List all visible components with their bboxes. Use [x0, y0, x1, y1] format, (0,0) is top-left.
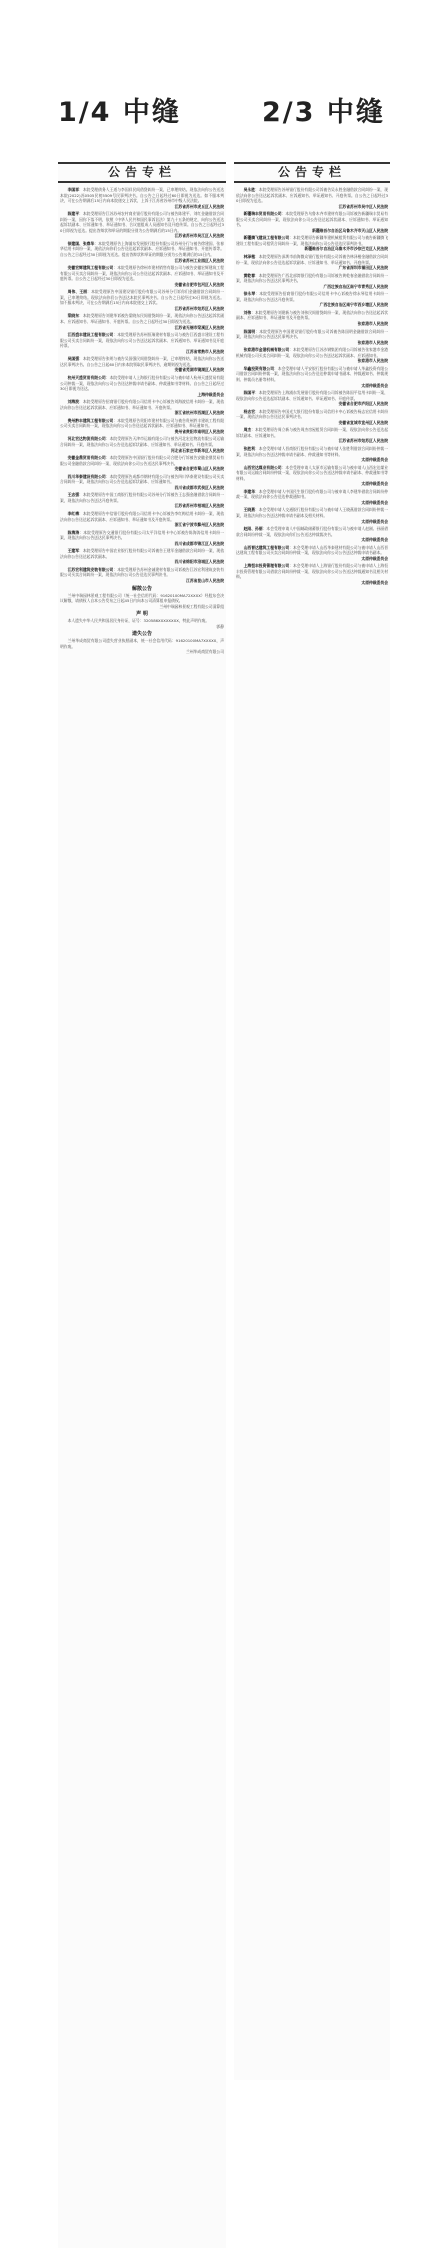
notice-issuer: 太原仲裁委员会 [361, 518, 388, 524]
notice-item [236, 366, 388, 388]
notice-list-left [58, 187, 226, 655]
notice-body [236, 310, 388, 321]
special-notice-sign: 兰州华成商贸有限公司 [186, 649, 224, 655]
notice-item [236, 446, 388, 463]
notice-issuer: 安徽省合肥市蜀山区人民法院 [174, 466, 224, 472]
notice-issuer: 江苏省苏州市吴江区人民法院 [174, 233, 224, 239]
notice-body [60, 187, 224, 204]
notice-issuer: 广东省深圳市福田区人民法院 [338, 265, 388, 271]
notice-body [60, 418, 224, 429]
notice-issuer: 江苏省苏州市姑苏区人民法院 [338, 438, 388, 444]
notice-body [60, 548, 224, 559]
notice-body [236, 465, 388, 482]
notice-text: ：本院受理原告乌鲁木齐市建材有限公司诉被告新疆瑞丰贸易有限公司买卖合同纠纷一案，现依法向你公司公告送达起诉状副本、应诉通知书、举证通知书。 [236, 211, 389, 228]
notice-issuer: 太原仲裁委员会 [361, 580, 388, 585]
notice-party: 周杰 [243, 427, 252, 433]
notice-item [60, 313, 224, 330]
notice-body [236, 291, 388, 302]
notice-item [236, 563, 388, 585]
notice-issuer: 江苏省苏州市吴中区人民法院 [338, 203, 388, 209]
notice-item [236, 545, 388, 562]
notice-body [60, 492, 224, 503]
notice-issuer: 四川省绵阳市涪城区人民法院 [174, 559, 224, 565]
notice-item [60, 265, 224, 287]
notice-party: 王建军 [67, 548, 80, 554]
notice-party: 华鑫投资有限公司 [243, 365, 274, 371]
notice-text: ：本院受理原告成都市钢材有限公司与被告四川华泰建设有限公司买卖合同纠纷一案，现依法向你公司公告送达起诉状副本、应诉通知书。 [60, 473, 225, 485]
notice-party: 江苏宏利建筑安装有限公司 [67, 566, 114, 572]
notice-item [236, 465, 388, 487]
notice-text: ：本院受理原告中国农业银行股份有限公司诉被告王建军金融借款合同纠纷一案，现依法向你公告送达起诉状副本。 [60, 548, 225, 559]
notice-text: ：本院受理原告新疆华建机械租赁有限公司与被告新疆腾飞建设工程有限公司租赁合同纠纷一案，现依法向你公司公告送达民事判决书。 [236, 235, 389, 246]
notice-item [60, 211, 224, 239]
notice-party: 吴永胜 [243, 187, 255, 192]
notice-issuer: 太原仲裁委员会 [361, 499, 388, 505]
notice-body [236, 211, 388, 228]
notice-issuer: 江苏省常熟市人民法院 [186, 348, 224, 354]
notice-body [60, 474, 224, 485]
notice-body [60, 241, 224, 258]
notice-issuer: 广西壮族自治区南宁市青秀区人民法院 [323, 283, 388, 289]
notice-text: ：本院受理申请人上海银行股份有限公司与被申请人杭州天盛贸易有限公司仲裁一案，现依法向你公司公告送达仲裁申请书副本、仲裁通知书等材料。自公告之日起经过30日即视为送达。 [60, 374, 225, 392]
notice-party: 陈建平 [67, 211, 80, 217]
notice-body [236, 366, 388, 383]
notice-issuer: 江苏省苏州市姑苏区人民法院 [174, 305, 224, 311]
notice-party: 张家港市金港机械有限公司 [243, 347, 290, 353]
notice-item [236, 254, 388, 271]
notice-item [60, 356, 224, 373]
notice-issuer: 浙江省杭州市西湖区人民法院 [174, 410, 224, 416]
notice-item [236, 235, 388, 252]
notice-issuer: 张家港市人民法院 [357, 339, 388, 345]
notice-item [236, 347, 388, 364]
column-header-right: 公告专栏 [234, 162, 390, 183]
notice-text: ：本院受理原告中国工商银行股份有限公司苏州分行诉被告王志强金融借款合同纠纷一案，现依法向你公告送达开庭传票。 [60, 492, 225, 503]
notice-body [236, 235, 388, 246]
notice-party: 黄乾春 [243, 272, 255, 278]
notice-party: 安徽宏辉建筑工程有限公司 [67, 265, 114, 271]
notice-party: 杨志宏 [243, 408, 255, 414]
notice-item [236, 526, 388, 543]
notice-issuer: 上海仲裁委员会 [197, 391, 224, 397]
notice-body [60, 567, 224, 578]
notice-body [236, 563, 388, 580]
notice-text: ：本院受理原告贵阳市建材有限公司与被告贵州黔丰建筑工程有限公司买卖合同纠纷一案，现依法向你公司公告送达起诉状副本、应诉通知书、举证通知书。 [60, 417, 225, 429]
notice-issuer: 四川省成都市武侯区人民法院 [174, 484, 224, 490]
notice-text: ：本会受理申请人山西华泰建材有限公司与被申请人山西晋达建筑工程有限公司买卖合同纠纷仲裁一案，现依法向你公司公告送达仲裁申请书副本。 [236, 544, 389, 556]
special-notice [60, 631, 224, 655]
notice-body [60, 511, 224, 522]
notice-item [236, 427, 388, 444]
notice-item [236, 409, 388, 426]
notice-party: 陈国明 [243, 328, 256, 334]
notice-text: ：本会受理申请人太原市运输有限公司与被申请人山西宏达煤业有限公司运输合同纠纷仲裁一案，现依法向你公司公告送达仲裁申请书副本、仲裁通知书等材料。 [236, 464, 389, 481]
notice-party: 梁晓东 [67, 313, 80, 319]
notice-party: 四川华泰建设有限公司 [67, 473, 106, 479]
notice-text: ：本院受理原告苏州金诚建材有限公司诉被告江苏宏利建筑安装有限公司买卖合同纠纷一案，现依法向你公司公告送达民事判决书。 [60, 566, 225, 578]
notice-item [60, 375, 224, 397]
notice-party: 江西盛丰建设工程有限公司 [67, 332, 114, 338]
notice-item [60, 511, 224, 528]
special-notice-title: 声 明 [136, 611, 148, 618]
special-notice-title: 解散公告 [131, 585, 152, 592]
notice-text: ：本院受理原告深圳市前海微众银行股份有限公司诉被告林泽楷金融借款合同纠纷一案，现依法向你公告送达起诉状副本、应诉通知书、举证通知书、开庭传票。 [236, 254, 389, 265]
notice-party: 徐建国、张春华 [67, 240, 95, 246]
notice-issuer: 江苏省昆山市人民法院 [186, 578, 224, 583]
notice-party: 上海恒丰投资管理有限公司 [243, 563, 290, 569]
notice-item [236, 187, 388, 209]
notice-body [236, 187, 388, 204]
notice-item [60, 289, 224, 311]
notice-issuer: 新疆维吾尔自治区乌鲁木齐市沙依巴克区人民法院 [304, 246, 388, 252]
notice-text: ：本会受理申请人中国邮政储蓄银行股份有限公司与被申请人赵刚、孙丽借款合同纠纷仲裁一案，现依法向你们公告送达仲裁裁决书。 [236, 526, 389, 537]
notice-party: 河北宏达物流有限公司 [67, 436, 106, 442]
notice-party: 新疆瑞丰贸易有限公司 [243, 211, 282, 217]
notice-body [236, 489, 388, 500]
notice-column-right [234, 162, 390, 2080]
notice-item [60, 187, 224, 209]
special-notice-title: 遗失公告 [131, 631, 152, 638]
special-notice-sign: 郭静 [216, 623, 224, 629]
notice-party: 张胜利 [243, 445, 255, 451]
notice-item [236, 390, 388, 407]
notice-text: ：本院受理原告刘建新与被告刘伟民间借贷纠纷一案，现依法向你公告送达起诉状副本、应诉通知书、举证通知书及开庭传票。 [236, 309, 389, 321]
notice-body [236, 446, 388, 457]
notice-item [236, 310, 388, 327]
notice-item [60, 492, 224, 509]
notice-issuer: 张家港市人民法院 [357, 358, 388, 364]
notice-body [60, 313, 224, 324]
notice-party: 安徽金鼎贸易有限公司 [67, 455, 106, 461]
notice-issuer: 安徽省合肥市包河区人民法院 [174, 281, 224, 287]
notice-item [60, 399, 224, 416]
notice-party: 陈海涛 [67, 529, 80, 535]
notice-body [236, 254, 388, 265]
notice-text: ：本会受理申请人晋商银行股份有限公司与被申请人张胜利借款合同纠纷仲裁一案，现依法向你公告送达仲裁申请书副本、仲裁通知书等材料。 [236, 445, 389, 457]
notice-body [236, 507, 388, 518]
notice-text: ：本院受理原告上海浦东发展银行股份有限公司诉被告陈国平信用卡纠纷一案，现依法向你公告送达起诉状副本、应诉通知书、举证通知书、开庭传票。 [236, 390, 389, 401]
notice-text: ：本院受理原告交通银行股份有限公司太平洋信用卡中心诉被告陈海涛信用卡纠纷一案，现依法向你公告送达民事判决书。 [60, 529, 225, 541]
notice-text: ：本院受理原告招商银行股份有限公司信用卡中心诉被告刘海波信用卡纠纷一案，现依法向你公告送达起诉状副本、应诉通知书、举证通知书、开庭传票。 [60, 399, 225, 410]
notice-text: ：本院受理原告江苏沙钢集团有限公司诉被告张家港市金港机械有限公司买卖合同纠纷一案，现依法向你公司公告送达起诉状副本、应诉通知书。 [236, 347, 389, 358]
notice-item [60, 474, 224, 491]
notice-body [60, 356, 224, 367]
notice-party: 新疆腾飞建设工程有限公司 [243, 235, 290, 241]
notice-body [236, 390, 388, 401]
notice-party: 吴国强 [67, 356, 80, 362]
notice-issuer: 安徽省宣城市宣州区人民法院 [338, 419, 388, 425]
notice-text: ：本会受理申请人平安银行股份有限公司与被申请人华鑫投资有限公司借款合同纠纷仲裁一案，现依法向你公司公告送达仲裁申请书副本、仲裁通知书、仲裁规则、仲裁员名册等材料。 [236, 365, 389, 382]
notice-item [60, 567, 224, 584]
notice-item [236, 211, 388, 233]
notice-item [60, 548, 224, 565]
notice-body [236, 427, 388, 438]
notice-party: 王晓燕 [243, 507, 255, 513]
column-label-right: 2/3 中缝 [262, 97, 385, 128]
notice-body [236, 347, 388, 358]
notice-issuer: 四川省成都市锦江区人民法院 [174, 540, 224, 546]
special-notice-text: 本人遗失中华人民共和国居民身份证，证号：320586XXXXXXXX，特此声明作废。 [67, 618, 210, 624]
notice-issuer: 安徽省合肥市庐阳区人民法院 [338, 401, 388, 407]
notice-text: ：本院受理原告中国银行股份有限公司合肥分行诉被告安徽金鼎贸易有限公司金融借款合同纠纷一案，现依法向你公司公告送达民事判决书。 [60, 455, 225, 466]
notice-body [236, 526, 388, 537]
notice-party: 王志强 [67, 492, 80, 498]
notice-text: ：本院受理原告天津市运输有限公司与被告河北宏达物流有限公司运输合同纠纷一案，现依法向你公司公告送达起诉状副本、应诉通知书、举证通知书、开庭传票。 [60, 436, 225, 447]
special-notice [60, 611, 224, 629]
notice-text: ：本院受理原告上海浦东发展银行股份有限公司苏州分行与被告徐建国、张春华信用卡纠纷一案，现依法向你们公告送达起诉状副本、应诉通知书、举证通知书、开庭传票等。自公告之日起经过30日即视为送达。提出答辩状和举证的期限分别为公告期满后的15日内。 [60, 240, 225, 258]
notice-issuer: 太原仲裁委员会 [361, 457, 388, 463]
notice-text: ：本院受理原告周立新与被告周杰房屋租赁合同纠纷一案，现依法向你公告送达起诉状副本、应诉通知书。 [236, 427, 389, 438]
notice-item [236, 291, 388, 308]
notice-body [60, 289, 224, 306]
notice-text: ：本院受理原告苏州银行股份有限公司诉被告吴永胜金融借款合同纠纷一案，现依法向你公告送达起诉状副本、应诉通知书、举证通知书、开庭传票。自公告之日起经过30日即视为送达。 [236, 187, 389, 204]
notice-item [236, 329, 388, 346]
notice-body [60, 455, 224, 466]
notice-item [60, 455, 224, 472]
notice-body [60, 436, 224, 447]
notice-party: 刘海波 [67, 399, 80, 405]
notice-party: 林泽楷 [243, 254, 255, 260]
notice-issuer: 江苏省苏州工业园区人民法院 [174, 257, 224, 263]
notice-text: ：本会受理申请人上海银行股份有限公司与被申请人上海恒丰投资管理有限公司借款合同纠纷仲裁一案，现依法向你公司公告送达仲裁通知书及相关材料。 [236, 563, 389, 580]
notice-body [60, 375, 224, 392]
notice-column-left [58, 162, 226, 2248]
notice-issuer: 江苏省苏州市虎丘区人民法院 [174, 203, 224, 209]
notice-text: ：本院受理原告招商银行股份有限公司信用卡中心诉被告徐永琴信用卡纠纷一案，现依法向你公告送达开庭传票。 [236, 291, 388, 302]
notice-issuer: 浙江省宁波市鄞州区人民法院 [174, 522, 224, 528]
notice-item [236, 507, 388, 524]
notice-text: ：本院受理原告中国建设银行股份有限公司诉被告陈国明金融借款合同纠纷一案，现依法向你公告送达民事判决书。 [236, 328, 388, 340]
notice-text: ：本院受理债务人王道与李国祥民间借贷纠纷一案，已审理终结。现依法向你公告送达本院(2022)苏0505民初5509号民事判决书。自公告之日起经过60日即视为送达。如不服本判决，可在公告期满后15日内向本院递交上诉状，上诉于江苏省苏州市中级人民法院。 [60, 187, 225, 204]
notice-item [60, 436, 224, 453]
notice-issuer: 江苏省无锡市梁溪区人民法院 [174, 324, 224, 330]
special-notice-sign: 兰州中瑞园林景观工程有限公司清算组 [159, 603, 224, 609]
notice-text: ：本院受理原告广西北部湾银行股份有限公司诉被告黄乾春金融借款合同纠纷一案，现依法向你公告送达民事判决书。 [236, 272, 389, 284]
notice-body [60, 399, 224, 410]
notice-body [236, 329, 388, 340]
notice-text: ：本院受理原告中信银行股份有限公司信用卡中心诉被告李红梅信用卡纠纷一案，现依法向你公告送达起诉状副本、应诉通知书、举证通知书及开庭传票。 [60, 510, 225, 522]
notice-item [60, 332, 224, 354]
notice-body [236, 545, 388, 556]
notice-item [60, 241, 224, 263]
notice-issuer: 太原仲裁委员会 [361, 382, 388, 388]
special-notice [60, 586, 224, 610]
column-label-left: 1/4 中缝 [58, 97, 181, 128]
notice-issuer: 贵州省贵阳市南明区人民法院 [174, 428, 224, 434]
notice-party: 杭州天盛贸易有限公司 [67, 374, 106, 380]
notice-item [60, 418, 224, 435]
notice-text: ：本院受理原告刘建华诉被告梁晓东民间借贷纠纷一案，现依法向你公告送达起诉状副本、应诉通知书、举证通知书、开庭传票。自公告之日起经过30日即视为送达。 [60, 313, 225, 325]
special-notice-text: 兰州中瑞园林景观工程有限公司（统一社会信用代码：91620100MA72XXXX）经股东会决议解散，请债权人自本公告发布之日起45日内向本公司清算组申报债权。 [60, 592, 224, 604]
notice-party: 山西宏达煤业有限公司 [243, 464, 282, 470]
notice-body [60, 211, 224, 233]
notice-body [236, 409, 388, 420]
notice-item [60, 530, 224, 547]
notice-text: ：本院受理原告苏州恒瑞建材有限公司与被告江西盛丰建设工程有限公司买卖合同纠纷一案，现依法向你公司公告送达起诉状副本、应诉通知书、举证通知书及开庭传票。 [60, 332, 225, 349]
notice-party: 周伟、王丽 [67, 289, 88, 295]
notice-party: 刘伟 [243, 309, 252, 315]
notice-text: ：本院受理原告中国建设银行股份有限公司苏州分行诉你们金融借款合同纠纷一案，已审理终结。现依法向你们公告送达本院民事判决书。自公告之日起经过30日即视为送达。如不服本判决，可在公告期满后15日内向本院递交上诉状。 [60, 289, 225, 306]
notice-party: 徐永琴 [243, 291, 256, 297]
notice-item [236, 489, 388, 506]
notice-body [60, 265, 224, 282]
notice-issuer: 广西壮族自治区南宁市西乡塘区人民法院 [319, 302, 388, 308]
notice-issuer: 太原仲裁委员会 [361, 481, 388, 487]
notice-text: ：本院受理原告中国光大银行股份有限公司信用卡中心诉被告杨志宏信用卡纠纷一案，现依法向你公告送达民事判决书。 [236, 408, 389, 420]
notice-issuer: 太原仲裁委员会 [361, 537, 388, 543]
notice-text: ：本院受理原告徐州市建材销售有限公司与被告安徽宏辉建筑工程有限公司买卖合同纠纷一案，现依法向你公司公告送达起诉状副本、应诉通知书、举证通知书及开庭传票。自公告之日起经过30日即视为送达。 [60, 265, 225, 282]
notice-party: 李建华 [243, 488, 255, 494]
special-notice-text: 兰州华成商贸有限公司遗失营业执照副本，统一社会信用代码：91620100MA7XXXXX，声明作废。 [60, 638, 224, 649]
notice-issuer: 太原仲裁委员会 [361, 555, 388, 561]
notice-party: 贵州黔丰建筑工程有限公司 [67, 417, 114, 423]
notice-issuer: 江苏省苏州市相城区人民法院 [174, 503, 224, 509]
notice-body [236, 273, 388, 284]
notice-party: 陈国平 [243, 390, 255, 396]
notice-party: 李国祥 [67, 187, 80, 192]
notice-issuer: 张家港市人民法院 [357, 321, 388, 327]
notice-body [60, 530, 224, 541]
notice-issuer: 安徽省芜湖市镜湖区人民法院 [174, 367, 224, 373]
notice-issuer: 河北省石家庄市新华区人民法院 [170, 447, 224, 453]
notice-text: ：本会受理申请人交通银行股份有限公司与被申请人王晓燕借款合同纠纷仲裁一案，现依法向你公告送达仲裁申请书副本及相关材料。 [236, 507, 389, 518]
column-header-left: 公告专栏 [58, 162, 226, 183]
notice-party: 山西晋达建筑工程有限公司 [243, 544, 290, 550]
notice-party: 赵刚、孙丽 [243, 526, 263, 532]
notice-item [236, 273, 388, 290]
notice-list-right [234, 187, 390, 586]
notice-party: 李红梅 [67, 510, 80, 516]
notice-text: ：本院受理原告张明与被告吴国强民间借贷纠纷一案，已审理终结，现依法向你公告送达民事判决书。自公告之日起60日内来本院领取民事判决书，逾期则视为送达。 [60, 356, 225, 367]
notice-text: ：本会受理申请人中国民生银行股份有限公司与被申请人李建华借款合同纠纷仲裁一案，现依法向你公告送达仲裁通知书。 [236, 488, 389, 500]
notice-body [60, 332, 224, 349]
notice-issuer: 新疆维吾尔自治区乌鲁木齐市天山区人民法院 [312, 227, 388, 233]
notice-text: ：本院受理原告江苏苏州农村商业银行股份有限公司与被告陈建平、刘红金融借款合同纠纷一案，因你下落不明，依照《中华人民共和国民事诉讼法》第九十五条的规定，向你公告送达起诉状副本、应诉通知书、举证通知书、合议庭组成人员通知书及开庭传票。自公告之日起经过30日即视为送达。提出答辩状和举证的期限分别为公告期满后的15日内。 [60, 211, 225, 233]
